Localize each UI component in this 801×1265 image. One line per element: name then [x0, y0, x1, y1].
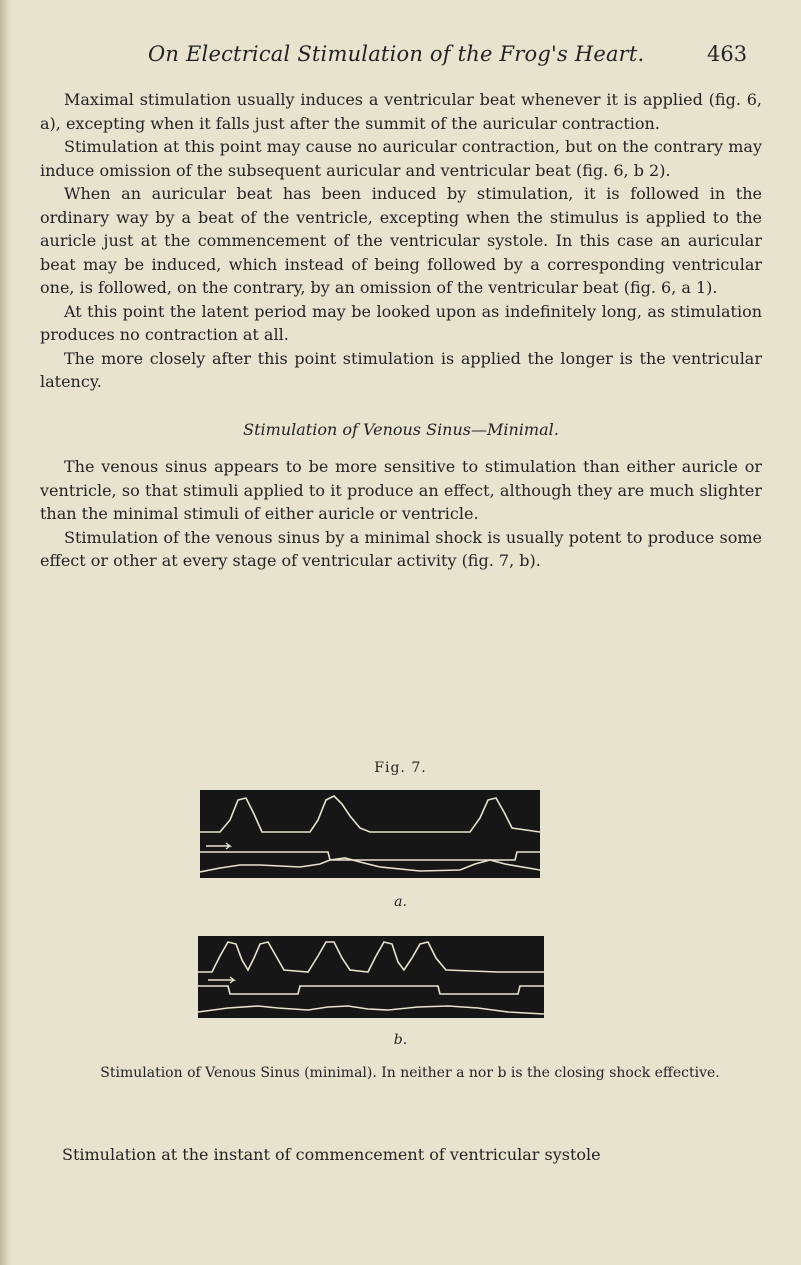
ventricle-curve-b	[198, 1006, 544, 1014]
continuing-text: Stimulation at the instant of commencement of ventricular systole	[62, 1145, 601, 1164]
tracing-b	[198, 936, 544, 1018]
auricle-curve-a	[200, 796, 540, 832]
figure-label: Fig. 7.	[374, 760, 427, 776]
signal-line-a	[200, 852, 540, 860]
panel-label-b: b.	[393, 1032, 408, 1048]
figure-7	[0, 760, 801, 1100]
tracing-a	[200, 790, 540, 878]
paragraph: Stimulation of the venous sinus by a minimal shock is usually potent to produce some effect or other at every stage of ventricular activity (fig. 7, b).	[40, 527, 762, 570]
body-text	[40, 88, 762, 573]
figure-caption: Stimulation of Venous Sinus (minimal). In neither a nor b is the closing shock effective.	[100, 1065, 720, 1081]
paragraph: When an auricular beat has been induced by stimulation, it is followed in the ordinary way by a beat of the ventricle, excepting when the stimulus is applied to the auricle just at the commencement of the ventricular systole. In this case an auricular beat may be induced, which instead of being followed by a corresponding ventricular one, is followed, on the contrary, by an omission of the ventricular beat (fig. 6, a 1).	[40, 184, 762, 297]
paragraph: The more closely after this point stimulation is applied the longer is the ventricular latency.	[40, 348, 762, 391]
paragraph: Stimulation at this point may cause no auricular contraction, but on the contrary may induce omission of the subsequent auricular and ventricular beat (fig. 6, b 2).	[40, 137, 762, 180]
tracing-b-svg	[198, 936, 544, 1018]
paragraph: Maximal stimulation usually induces a ventricular beat whenever it is applied (fig. 6, a), excepting when it falls just after the summit of the auricular contraction.	[40, 90, 762, 133]
arrow-b	[208, 977, 234, 983]
signal-line-b	[198, 986, 544, 994]
section-heading: Stimulation of Venous Sinus—Minimal.	[243, 419, 559, 439]
auricle-curve-b	[198, 942, 544, 972]
page-header	[0, 38, 801, 72]
page-number: 463	[707, 42, 748, 66]
panel-label-a: a.	[394, 894, 407, 910]
running-title: On Electrical Stimulation of the Frog's Heart.	[148, 42, 645, 66]
arrow-a	[206, 843, 230, 849]
tracing-a-svg	[200, 790, 540, 878]
paragraph: The venous sinus appears to be more sensitive to stimulation than either auricle or ventricle, so that stimuli applied to it produce an effect, although they are much slighter than the minimal stimuli of either auricle or ventricle.	[40, 457, 762, 523]
paragraph: At this point the latent period may be looked upon as indefinitely long, as stimulation produces no contraction at all.	[40, 301, 762, 344]
